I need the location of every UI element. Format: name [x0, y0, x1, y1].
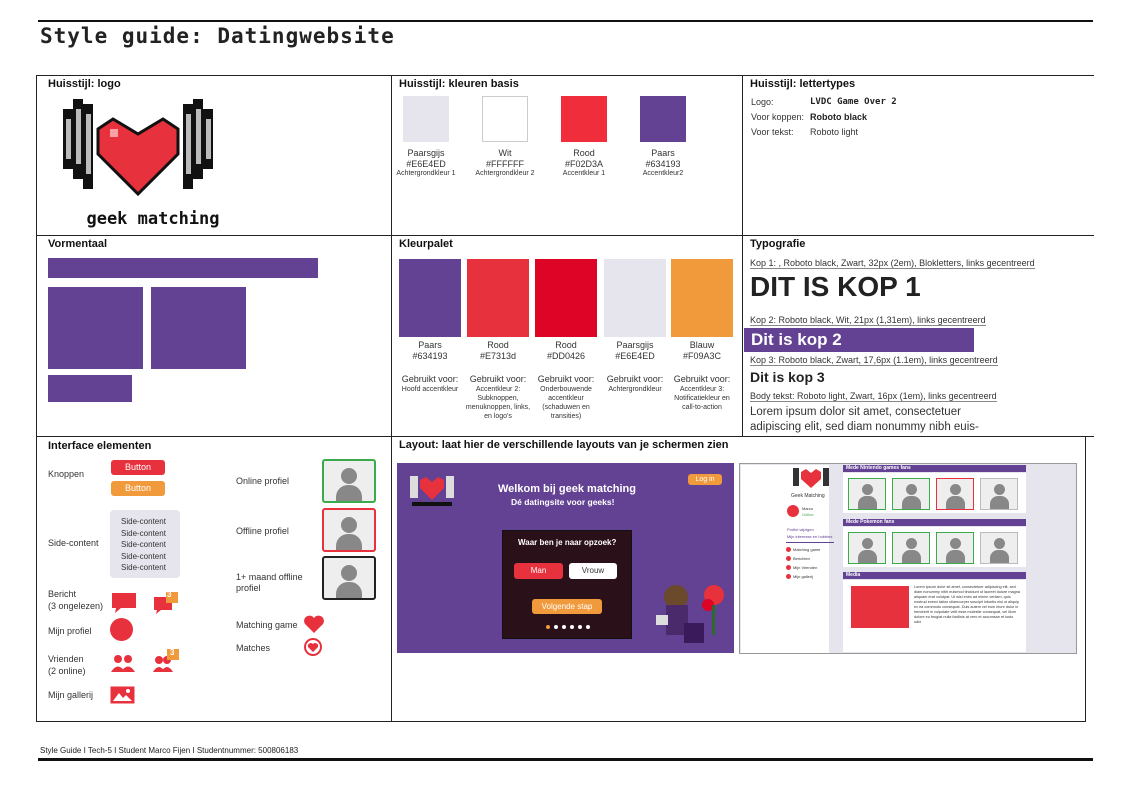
side-content-item: Side-content: [121, 517, 166, 526]
basic-color-role: Accentkleur 1: [562, 170, 606, 177]
profile-head: [906, 538, 917, 549]
palette-usage: Gebruikt voor:: [469, 374, 527, 384]
typeface-heads-value: Roboto black: [810, 112, 868, 122]
typeface-text-label: Voor tekst:: [751, 127, 794, 137]
dashboard-menu-icon: [786, 547, 791, 552]
long-offline-profile-card[interactable]: [322, 556, 376, 600]
orange-button[interactable]: Button: [111, 481, 165, 496]
message-count-badge: 3: [167, 590, 172, 599]
matching-label: Matching game: [236, 620, 298, 630]
dashboard-side-link[interactable]: Mijn interesse en hobbies: [787, 534, 833, 539]
palette-hex: #DD0426: [546, 351, 586, 361]
side-content-item: Side-content: [121, 563, 166, 572]
bottom-rule: [38, 758, 1093, 761]
palette-usage: Gebruikt voor:: [401, 374, 459, 384]
profile-head: [862, 484, 873, 495]
profile-body: [858, 550, 877, 563]
dashboard-menu-item[interactable]: Berichten: [793, 556, 810, 561]
side-content-item: Side-content: [121, 551, 166, 561]
dashboard-user-status: Online: [802, 512, 814, 517]
kop1-label: Kop 1: , Roboto black, Zwart, 32px (2em), Blokletters, links gecentreerd: [750, 258, 1035, 268]
shape-square-1: [48, 287, 143, 369]
body-label: Body tekst: Roboto light, Zwart, 16px (1em), links gecentreerd: [750, 391, 997, 401]
next-step-button[interactable]: Volgende stap: [532, 599, 602, 614]
profile-body: [990, 550, 1009, 563]
friends-notify-icon[interactable]: [153, 649, 179, 673]
side-content-item: Side-content: [121, 540, 166, 549]
logo-text: geek matching: [86, 209, 220, 229]
dashboard-profile-card[interactable]: [980, 532, 1018, 564]
profile-head: [994, 538, 1005, 549]
media-image[interactable]: [851, 586, 909, 628]
dashboard-side-divider: [786, 542, 834, 543]
side-content-label: Side-content: [48, 538, 99, 548]
mijn-profiel-label: Mijn profiel: [48, 626, 92, 636]
basic-color-name: Rood: [573, 148, 595, 158]
vrouw-button[interactable]: Vrouw: [569, 563, 617, 579]
kop1-example: DIT IS KOP 1: [750, 271, 921, 302]
dashboard-menu-icon: [786, 574, 791, 579]
matches-label: Matches: [236, 643, 271, 653]
typeface-logo-value: LVDC Game Over 2: [810, 97, 897, 107]
palette-desc: Onderbouwende accentkleur (schaduwen en transities): [540, 386, 592, 420]
profile-body: [858, 496, 877, 509]
media-bar: [843, 572, 1026, 579]
offline-month-label: 1+ maand offline profiel: [236, 572, 303, 593]
footer-text: Style Guide I Tech-5 I Student Marco Fijen I Studentnummer: 500806183: [40, 746, 299, 755]
media-heading: Media: [846, 572, 861, 578]
basic-color-swatch: [561, 96, 607, 142]
palette-usage: Gebruikt voor:: [537, 374, 595, 384]
shape-bar: [48, 258, 318, 278]
media-text: Lorem ipsum dolor sit amet, consectetuer adipiscing elit, sed diam nonummy nibh euismod tincidunt ut laoreet dolore magna aliquam erat volutpat. Ut wisi enim ad minim veniam, quis nostrud exerci tation ullamcorper suscipit lobortis nisl ut aliquip ex ea commodo consequat. Duis autem vel eum iriure dolor in hendrerit in vulputate velit esse molestie consequat, vel illum dolore eu feugiat nulla facilisis at vero et accumsan et iusto odio: [914, 585, 1020, 624]
kop2-label: Kop 2: Roboto black, Wit, 21px (1,31em), links gecentreerd: [750, 315, 986, 325]
screen1-logo: [408, 472, 456, 508]
basic-color-role: Accentkleur2: [642, 170, 684, 177]
nintendo-heading: Mede Nintendo games fans: [846, 465, 911, 471]
profile-head: [906, 484, 917, 495]
palette-hex: #634193: [412, 351, 448, 361]
dashboard-profile-card[interactable]: [936, 532, 974, 564]
dashboard-menu-item[interactable]: Matching game: [793, 547, 821, 552]
page-title: Style guide: Datingwebsite: [40, 24, 395, 48]
typeface-heads-label: Voor koppen:: [751, 112, 805, 122]
logo-heading: Huisstijl: logo: [48, 78, 121, 90]
profile-head: [950, 484, 961, 495]
profile-head: [994, 484, 1005, 495]
typography-heading: Typografie: [750, 238, 806, 250]
palette-name: Rood: [487, 340, 509, 350]
dashboard-profile-card[interactable]: [936, 478, 974, 510]
dashboard-logo-caption: Geek Matching: [791, 493, 825, 499]
palette-heading: Kleurpalet: [399, 238, 453, 250]
online-label: Online profiel: [236, 476, 290, 486]
palette-swatch: [399, 259, 461, 337]
basic-color-role: Achtergrondkleur 1: [396, 170, 456, 177]
dashboard-logo: [791, 466, 831, 496]
top-rule: [38, 20, 1093, 22]
typefaces-heading: Huisstijl: lettertypes: [750, 78, 856, 90]
dashboard-user: Marco: [802, 506, 814, 511]
palette-name: Paars: [418, 340, 442, 350]
friends-icon[interactable]: [110, 653, 136, 673]
basic-color-swatch: [640, 96, 686, 142]
palette-usage: Gebruikt voor:: [673, 374, 731, 384]
vrienden-label: Vrienden (2 online): [48, 654, 86, 676]
message-icon[interactable]: [111, 592, 137, 614]
palette-swatch: [671, 259, 733, 337]
palette-name: Blauw: [689, 340, 715, 350]
profile-head: [950, 538, 961, 549]
typeface-text-value: Roboto light: [810, 127, 859, 137]
basic-color-hex: #F02D3A: [564, 159, 604, 169]
basic-color-hex: #FFFFFF: [486, 159, 524, 169]
basic-color-hex: #E6E4ED: [406, 159, 446, 169]
palette-name: Paarsgijs: [616, 340, 654, 350]
character-illustration: [648, 575, 734, 653]
palette-desc: Hoofd accentkleur: [401, 386, 459, 393]
shape-square-2: [151, 287, 246, 369]
matches-icon[interactable]: [303, 638, 323, 656]
kop3-example: Dit is kop 3: [750, 369, 825, 385]
profile-head: [862, 538, 873, 549]
side-content-item: Side-content: [121, 528, 166, 538]
geek-matching-logo: [58, 94, 248, 229]
offline-profile-card[interactable]: [322, 508, 376, 552]
man-button[interactable]: Man: [514, 563, 563, 579]
gallery-icon[interactable]: [110, 686, 135, 704]
dashboard-menu-icon: [786, 565, 791, 570]
basic-color-swatch: [403, 96, 449, 142]
shapes-heading: Vormentaal: [48, 238, 108, 250]
friends-count-badge: 3: [170, 648, 175, 657]
profile-body: [946, 496, 965, 509]
dashboard-profile-card[interactable]: [892, 532, 930, 564]
profile-icon[interactable]: [110, 618, 133, 641]
kop3-label: Kop 3: Roboto black, Zwart, 17,6px (1.1em), links gecentreerd: [750, 355, 998, 365]
palette-desc: Accentkleur 2: Subknoppen, menuknoppen, links, en logo's: [465, 386, 531, 420]
basic-color-name: Paars: [651, 148, 675, 158]
message-notify-icon[interactable]: [153, 592, 179, 614]
palette-desc: Accentkleur 3: Notificatiekleur en call-to-action: [674, 386, 730, 411]
login-button[interactable]: Log in: [688, 474, 722, 485]
dashboard-profile-card[interactable]: [892, 478, 930, 510]
dashboard-avatar[interactable]: [787, 505, 799, 517]
dashboard-profile-card[interactable]: [848, 532, 886, 564]
dashboard-profile-card[interactable]: [980, 478, 1018, 510]
basic-color-swatch: [482, 96, 528, 142]
palette-swatch: [467, 259, 529, 337]
palette-name: Rood: [555, 340, 577, 350]
palette-desc: Achtergrondkleur: [608, 386, 662, 393]
welcome-subtitle: Dé datingsite voor geeks!: [511, 497, 615, 507]
basic-color-role: Achtergrondkleur 2: [475, 170, 535, 177]
palette-swatch: [604, 259, 666, 337]
welcome-title: Welkom bij geek matching: [498, 483, 636, 495]
dashboard-profile-card[interactable]: [848, 478, 886, 510]
profile-body: [902, 550, 921, 563]
step-dots: [544, 623, 592, 631]
profile-body: [902, 496, 921, 509]
basic-colors-heading: Huisstijl: kleuren basis: [399, 78, 519, 90]
pokemon-heading: Mede Pokemon fans: [846, 519, 895, 525]
red-button[interactable]: Button: [111, 460, 165, 475]
body-example: Lorem ipsum dolor sit amet, consectetuer adipiscing elit, sed diam nonummy nibh euis-: [750, 406, 979, 433]
palette-usage: Gebruikt voor:: [606, 374, 664, 384]
palette-hex: #E7313d: [479, 351, 517, 361]
online-profile-card[interactable]: [322, 459, 376, 503]
galerij-label: Mijn gallerij: [48, 690, 94, 700]
layout-heading: Layout: laat hier de verschillende layouts van je schermen zien: [399, 439, 729, 451]
palette-swatch: [535, 259, 597, 337]
knoppen-label: Knoppen: [48, 469, 85, 479]
profile-body: [946, 550, 965, 563]
heart-icon[interactable]: [303, 614, 325, 634]
typeface-logo-label: Logo:: [751, 97, 774, 107]
palette-hex: #F09A3C: [682, 351, 722, 361]
basic-color-name: Wit: [498, 148, 512, 158]
basic-color-name: Paarsgijs: [407, 148, 445, 158]
interface-heading: Interface elementen: [48, 440, 152, 452]
profile-body: [990, 496, 1009, 509]
dashboard-side-link[interactable]: Profiel wijzigen: [787, 527, 814, 532]
offline-label: Offline profiel: [236, 526, 289, 536]
palette-hex: #E6E4ED: [615, 351, 655, 361]
shape-button: [48, 375, 132, 402]
typefaces-cell: [742, 75, 1094, 236]
dashboard-menu-item[interactable]: Mijn gallerij: [793, 574, 814, 579]
kop2-example: Dit is kop 2: [751, 330, 842, 349]
basic-color-hex: #634193: [645, 159, 681, 169]
bericht-label: Bericht (3 ongelezen): [48, 589, 104, 611]
dashboard-menu-item[interactable]: Mijn Vrienden: [793, 565, 818, 570]
dashboard-menu-icon: [786, 556, 791, 561]
question-text: Waar ben je naar opzoek?: [518, 538, 617, 547]
